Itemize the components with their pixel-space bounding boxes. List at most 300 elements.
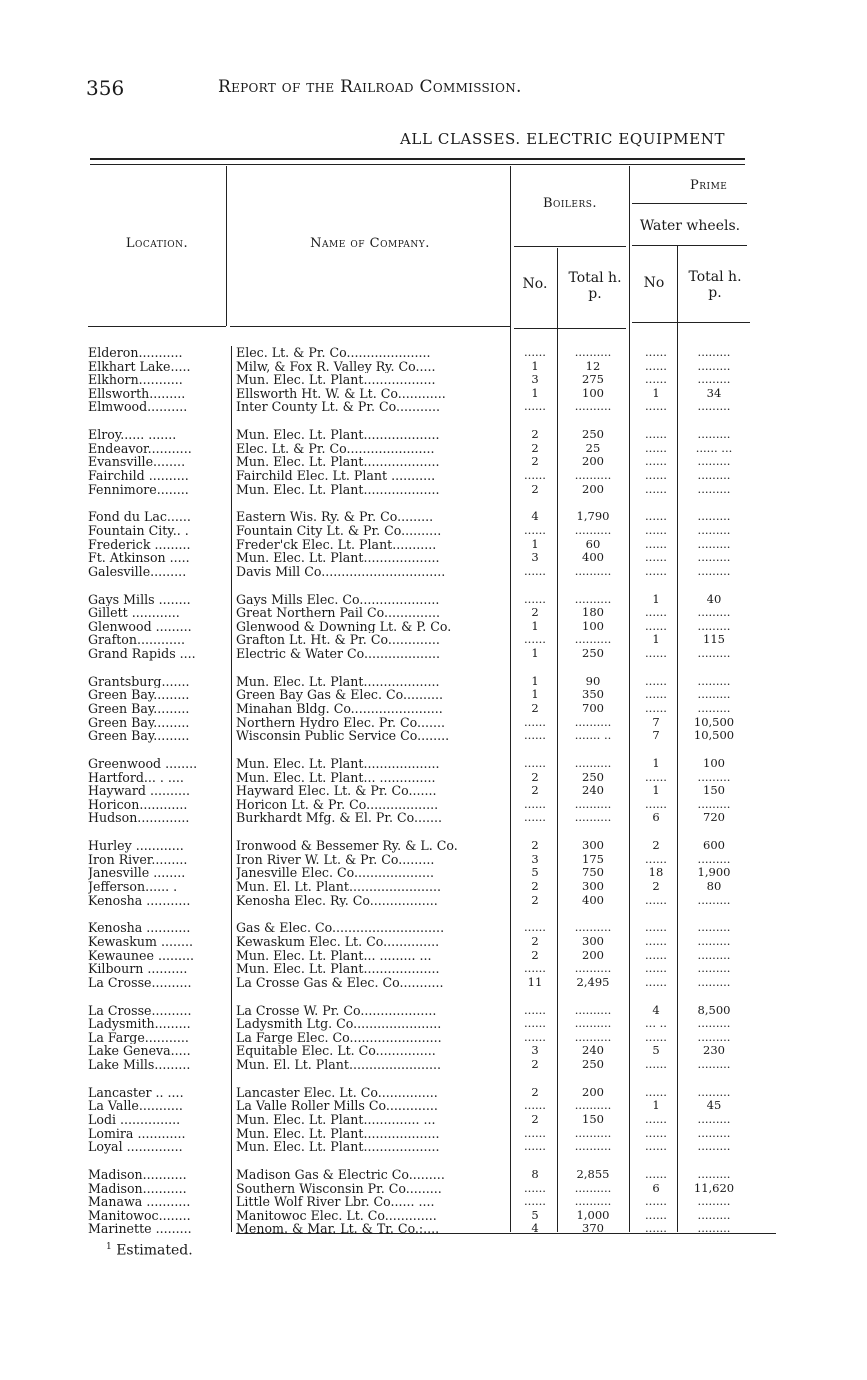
company-cell: Mun. Elec. Lt. Plant... ..............	[236, 770, 436, 785]
boilers-no-cell: 2	[531, 947, 539, 962]
company-cell: La Farge Elec. Co.......................	[236, 1030, 442, 1045]
location-cell: Manawa ...........	[88, 1195, 191, 1209]
boilers-hp-cell: ..........	[574, 345, 612, 359]
boilers-hp-cell: ....... ..	[574, 728, 612, 743]
boilers-no-cell: ......	[524, 920, 546, 935]
company-cell: Ellsworth Ht. W. & Lt. Co............	[236, 386, 446, 401]
table-row	[0, 1031, 867, 1045]
boilers-hp-cell: ..........	[574, 563, 612, 578]
water-wheels-no-cell: ......	[645, 673, 667, 688]
boilers-no-cell: ......	[524, 1125, 546, 1140]
water-wheels-no-cell: ......	[645, 769, 667, 784]
boilers-no-cell: 2	[531, 481, 539, 496]
boilers-hp-cell: 200	[582, 481, 604, 496]
table-row	[0, 565, 867, 579]
table-row	[0, 428, 867, 442]
location-cell: La Crosse..........	[88, 975, 192, 990]
company-cell: Glenwood & Downing Lt. & P. Co.	[236, 619, 452, 634]
table-row	[0, 811, 867, 825]
company-cell: La Crosse W. Pr. Co...................	[236, 1003, 437, 1018]
table-row	[0, 360, 867, 374]
boilers-no-cell: ......	[524, 345, 546, 359]
boilers-hp-cell: ..........	[574, 1194, 612, 1209]
boilers-no-cell: ......	[524, 1180, 546, 1195]
boilers-hp-cell: 250	[582, 427, 604, 442]
location-cell: Lancaster .. ....	[88, 1085, 184, 1100]
company-header: Name of Company.	[310, 236, 430, 251]
boilers-no-cell: ......	[524, 1194, 546, 1209]
water-wheels-hp-cell: .........	[697, 563, 731, 578]
boilers-hp-cell: 275	[582, 372, 604, 387]
table-row	[0, 538, 867, 552]
boilers-hp-cell: 200	[582, 454, 604, 469]
water-wheels-no-cell: ......	[645, 687, 667, 702]
table-row	[0, 798, 867, 812]
water-wheels-hp-cell: .........	[697, 523, 731, 537]
location-cell: Frederick .........	[88, 537, 191, 552]
company-cell: Northern Hydro Elec. Pr. Co.......	[236, 715, 446, 730]
boilers-no-cell: 2	[531, 605, 539, 620]
water-wheels-hp-cell: 600	[703, 838, 725, 853]
boilers-no-cell: 3	[531, 851, 539, 866]
water-wheels-no-cell: ......	[645, 550, 667, 565]
water-wheels-no-cell: ... ..	[645, 1016, 667, 1031]
water-wheels-no-header: No	[643, 275, 665, 291]
boilers-no-cell: 3	[531, 550, 539, 565]
company-cell: La Crosse Gas & Elec. Co...........	[236, 975, 444, 990]
water-wheels-no-cell: ......	[645, 796, 667, 811]
water-wheels-no-cell: 1	[652, 591, 660, 606]
water-wheels-no-cell: ......	[645, 605, 667, 620]
water-wheels-header: Water wheels.	[639, 218, 741, 234]
location-cell: Madison...........	[88, 1181, 187, 1196]
location-cell: Marinette .........	[88, 1222, 192, 1236]
location-header: Location.	[125, 236, 189, 251]
boilers-no-cell: ......	[524, 523, 546, 537]
boilers-no-cell: 1	[531, 536, 539, 551]
location-cell: Kewaskum ........	[88, 935, 193, 949]
company-cell: Hayward Elec. Lt. & Pr. Co.......	[236, 784, 437, 798]
table-row	[0, 949, 867, 963]
water-wheels-hp-cell: .........	[697, 399, 731, 414]
boilers-no-cell: 2	[531, 454, 539, 469]
water-wheels-no-cell: 6	[652, 810, 660, 825]
water-wheels-no-cell: ......	[645, 1112, 667, 1126]
table-row	[0, 1140, 867, 1154]
boilers-no-cell: ......	[524, 468, 546, 482]
company-cell: Equitable Elec. Lt. Co...............	[236, 1044, 436, 1058]
company-cell: Mun. Elec. Lt. Plant...................	[236, 455, 440, 469]
location-cell: Kenosha ...........	[88, 921, 191, 935]
company-cell: Mun. El. Lt. Plant.......................	[236, 1058, 442, 1072]
boilers-hp-cell: 400	[582, 550, 604, 565]
location-cell: Elkhart Lake.....	[88, 359, 191, 374]
boilers-hp-cell: 2,495	[576, 974, 610, 989]
water-wheels-no-cell: ......	[645, 481, 667, 496]
boilers-hp-cell: ..........	[574, 1016, 612, 1031]
water-wheels-no-cell: ......	[645, 1139, 667, 1154]
table-row	[0, 1086, 867, 1100]
company-cell: Ladysmith Ltg. Co......................	[236, 1017, 442, 1031]
water-wheels-group-rule	[632, 245, 747, 246]
location-cell: Grand Rapids ....	[88, 647, 196, 661]
company-cell: Freder'ck Elec. Lt. Plant...........	[236, 537, 437, 552]
company-cell: Ironwood & Bessemer Ry. & L. Co.	[236, 839, 458, 853]
prime-group-rule	[632, 203, 747, 204]
water-wheels-no-cell: 7	[652, 728, 660, 743]
company-cell: Menom. & Mar. Lt. & Tr. Co.:....	[236, 1222, 440, 1236]
table-row	[0, 702, 867, 716]
water-wheels-no-cell: ......	[645, 358, 667, 373]
water-wheels-no-cell: 4	[652, 1002, 660, 1017]
water-wheels-hp-cell: .........	[697, 1139, 731, 1154]
boilers-hp-cell: ..........	[574, 796, 612, 811]
water-wheels-no-cell: ......	[645, 974, 667, 989]
water-wheels-hp-cell: .........	[697, 1221, 731, 1236]
boilers-hp-cell: 350	[582, 687, 604, 702]
boilers-no-cell: ......	[524, 810, 546, 825]
boilers-no-cell: 1	[531, 673, 539, 688]
boilers-hp-cell: 12	[585, 358, 601, 373]
company-cell: La Valle Roller Mills Co.............	[236, 1099, 438, 1113]
water-wheels-hp-cell: .........	[697, 769, 731, 784]
water-wheels-hp-cell: .........	[697, 1207, 731, 1222]
boilers-no-cell: ......	[524, 714, 546, 729]
company-cell: Davis Mill Co...............................	[236, 564, 446, 579]
water-wheels-hp-cell: 40	[706, 591, 722, 606]
boilers-no-cell: ......	[524, 796, 546, 811]
header-bottom-rule	[230, 326, 510, 327]
water-wheels-no-cell: ......	[645, 563, 667, 578]
company-cell: Mun. Elec. Lt. Plant...................	[236, 1140, 440, 1154]
water-wheels-hp-cell: .........	[697, 550, 731, 565]
company-cell: Horicon Lt. & Pr. Co..................	[236, 797, 439, 812]
water-wheels-hp-cell: .........	[697, 1167, 731, 1181]
footnote-marker: 1	[106, 1242, 112, 1252]
boilers-hp-cell: 750	[582, 865, 604, 880]
table-row	[0, 866, 867, 880]
table-row	[0, 771, 867, 785]
company-cell: Mun. Elec. Lt. Plant...................	[236, 757, 440, 771]
water-wheels-no-cell: 2	[652, 879, 660, 893]
location-cell: Elmwood..........	[88, 400, 188, 414]
location-cell: Lake Geneva.....	[88, 1044, 191, 1058]
page-number: 356	[86, 76, 125, 100]
table-row	[0, 839, 867, 853]
header-bottom-rule	[632, 322, 750, 323]
location-cell: Iron River.........	[88, 852, 188, 867]
table-row	[0, 346, 867, 360]
water-wheels-hp-cell: .........	[697, 646, 731, 660]
table-row	[0, 606, 867, 620]
company-cell: Mun. Elec. Lt. Plant... ......... ...	[236, 948, 432, 963]
location-cell: Galesville.........	[88, 564, 187, 579]
boilers-no-cell: 3	[531, 1043, 539, 1058]
boilers-no-cell: 2	[531, 934, 539, 948]
boilers-hp-cell: 700	[582, 701, 604, 715]
location-cell: Horicon............	[88, 797, 188, 812]
boilers-hp-cell: ..........	[574, 399, 612, 414]
boilers-no-cell: ......	[524, 1029, 546, 1044]
location-cell: Madison...........	[88, 1168, 187, 1182]
table-row	[0, 400, 867, 414]
boilers-no-cell: 2	[531, 838, 539, 853]
water-wheels-hp-cell: 230	[703, 1043, 725, 1058]
boilers-no-cell: 2	[531, 1084, 539, 1099]
company-cell: Great Northern Pail Co..............	[236, 606, 441, 620]
water-wheels-hp-cell: .........	[697, 1057, 731, 1071]
location-cell: Fennimore........	[88, 482, 189, 497]
table-row	[0, 976, 867, 990]
boilers-hp-cell: 180	[582, 605, 604, 620]
table-row	[0, 455, 867, 469]
company-cell: Fountain City Lt. & Pr. Co..........	[236, 524, 442, 538]
table-row	[0, 729, 867, 743]
location-cell: Green Bay.........	[88, 715, 190, 730]
boilers-hp-cell: 100	[582, 618, 604, 633]
water-wheels-hp-cell: .........	[697, 345, 731, 359]
company-cell: Elec. Lt. & Pr. Co.....................	[236, 346, 431, 360]
water-wheels-no-cell: ......	[645, 468, 667, 482]
company-cell: Kenosha Elec. Ry. Co.................	[236, 893, 438, 908]
water-wheels-hp-cell: .........	[697, 509, 731, 524]
location-cell: Evansville........	[88, 455, 186, 469]
table-row	[0, 593, 867, 607]
water-wheels-no-cell: ......	[645, 947, 667, 962]
water-wheels-no-cell: ......	[645, 1207, 667, 1222]
water-wheels-no-cell: ......	[645, 1167, 667, 1181]
boilers-no-cell: ......	[524, 1098, 546, 1113]
location-cell: Gays Mills ........	[88, 592, 191, 607]
water-wheels-hp-cell: 720	[703, 810, 725, 825]
water-wheels-no-cell: ......	[645, 523, 667, 537]
company-cell: Southern Wisconsin Pr. Co.........	[236, 1181, 442, 1196]
water-wheels-hp-cell: .........	[697, 1112, 731, 1126]
location-cell: La Farge...........	[88, 1030, 189, 1045]
water-wheels-hp-cell: 10,500	[693, 728, 735, 743]
table-row	[0, 784, 867, 798]
table-row	[0, 716, 867, 730]
company-cell: Little Wolf River Lbr. Co...... ....	[236, 1195, 435, 1209]
boilers-no-cell: ......	[524, 591, 546, 606]
footnote-text: Estimated.	[116, 1242, 193, 1259]
boilers-no-cell: ......	[524, 1016, 546, 1031]
boilers-no-cell: ......	[524, 632, 546, 647]
boilers-no-cell: 1	[531, 618, 539, 633]
boilers-hp-cell: ..........	[574, 1002, 612, 1017]
boilers-hp-cell: ..........	[574, 523, 612, 537]
water-wheels-hp-cell: .........	[697, 481, 731, 496]
water-wheels-no-cell: ......	[645, 440, 667, 455]
water-wheels-no-cell: 1	[652, 632, 660, 647]
location-cell: Lodi ...............	[88, 1113, 181, 1127]
boilers-no-cell: 2	[531, 1112, 539, 1126]
table-row	[0, 1099, 867, 1113]
water-wheels-no-cell: ......	[645, 345, 667, 359]
water-wheels-hp-cell: 8,500	[697, 1002, 731, 1017]
company-cell: Wisconsin Public Service Co........	[236, 729, 450, 743]
boilers-hp-cell: 1,790	[576, 509, 610, 524]
location-cell: Elderon...........	[88, 346, 183, 360]
water-wheels-hp-cell: 34	[706, 385, 722, 400]
water-wheels-hp-cell: .........	[697, 701, 731, 715]
location-cell: Janesville ........	[88, 866, 186, 880]
boilers-hp-cell: ..........	[574, 1180, 612, 1195]
location-cell: Hurley ............	[88, 839, 184, 853]
water-wheels-hp-cell: .........	[697, 920, 731, 935]
location-cell: Fond du Lac......	[88, 510, 191, 524]
location-cell: Endeavor...........	[88, 441, 192, 456]
water-wheels-no-cell: 5	[652, 1043, 660, 1058]
boilers-no-cell: 1	[531, 358, 539, 373]
water-wheels-hp-cell: .........	[697, 947, 731, 962]
company-cell: Milw, & Fox R. Valley Ry. Co.....	[236, 359, 436, 374]
water-wheels-no-cell: ......	[645, 1084, 667, 1099]
water-wheels-no-cell: 7	[652, 714, 660, 729]
boilers-no-cell: 5	[531, 1207, 539, 1222]
company-cell: Manitowoc Elec. Lt. Co.............	[236, 1208, 437, 1223]
boilers-hp-cell: ..........	[574, 1098, 612, 1113]
table-row	[0, 1182, 867, 1196]
location-cell: Lake Mills.........	[88, 1058, 191, 1072]
boilers-hp-cell: ..........	[574, 756, 612, 770]
location-cell: Elkhorn...........	[88, 373, 183, 387]
water-wheels-hp-cell: .........	[697, 934, 731, 948]
boilers-no-cell: 2	[531, 701, 539, 715]
boilers-hp-cell: 300	[582, 934, 604, 948]
water-wheels-no-cell: 2	[652, 838, 660, 853]
water-wheels-hp-cell: 150	[703, 783, 725, 798]
company-cell: Mun. Elec. Lt. Plant.............. ...	[236, 1113, 436, 1127]
water-wheels-hp-cell: .........	[697, 372, 731, 387]
table-top-rule	[90, 158, 745, 160]
boilers-no-header: No.	[522, 276, 548, 292]
location-cell: Hartford... . ....	[88, 770, 184, 785]
company-cell: Madison Gas & Electric Co.........	[236, 1168, 445, 1182]
boilers-no-cell: 1	[531, 646, 539, 660]
water-wheels-no-cell: ......	[645, 1125, 667, 1140]
boilers-header: Boilers.	[542, 196, 598, 211]
boilers-no-cell: 11	[527, 974, 543, 989]
location-cell: Ellsworth.........	[88, 386, 186, 401]
boilers-hp-cell: 100	[582, 385, 604, 400]
location-cell: Lomira ............	[88, 1126, 186, 1141]
water-wheels-no-cell: ......	[645, 454, 667, 469]
boilers-no-cell: ......	[524, 1139, 546, 1154]
water-wheels-total-hp-header: Total h. p.	[688, 269, 742, 301]
company-cell: Mun. Elec. Lt. Plant...................	[236, 674, 440, 689]
water-wheels-hp-cell: .........	[697, 358, 731, 373]
boilers-hp-cell: 240	[582, 1043, 604, 1058]
water-wheels-hp-cell: .........	[697, 796, 731, 811]
location-cell: Grantsburg.......	[88, 674, 190, 689]
water-wheels-hp-cell: .........	[697, 605, 731, 620]
water-wheels-hp-cell: .........	[697, 618, 731, 633]
location-cell: Glenwood .........	[88, 619, 192, 634]
company-cell: Inter County Lt. & Pr. Co...........	[236, 400, 441, 414]
table-row	[0, 880, 867, 894]
water-wheels-no-cell: ......	[645, 961, 667, 976]
table-row	[0, 387, 867, 401]
water-wheels-no-cell: 1	[652, 385, 660, 400]
company-cell: Grafton Lt. Ht. & Pr. Co.............	[236, 633, 440, 647]
boilers-no-cell: 2	[531, 427, 539, 442]
table-row	[0, 373, 867, 387]
location-cell: La Crosse..........	[88, 1003, 192, 1018]
company-cell: Gas & Elec. Co............................	[236, 921, 445, 935]
boilers-no-cell: 2	[531, 769, 539, 784]
boilers-total-hp-header: Total h. p.	[568, 270, 622, 302]
company-cell: Mun. Elec. Lt. Plant..................	[236, 373, 436, 387]
location-cell: Fairchild ..........	[88, 469, 189, 483]
boilers-hp-cell: 150	[582, 1112, 604, 1126]
boilers-no-cell: ......	[524, 961, 546, 976]
location-cell: Kilbourn ..........	[88, 962, 188, 976]
water-wheels-hp-cell: .........	[697, 1194, 731, 1209]
water-wheels-hp-cell: .........	[697, 1016, 731, 1031]
table-row	[0, 921, 867, 935]
table-row	[0, 962, 867, 976]
water-wheels-no-cell: 1	[652, 756, 660, 770]
water-wheels-hp-cell: .........	[697, 427, 731, 442]
company-cell: Mun. El. Lt. Plant.......................	[236, 880, 442, 894]
water-wheels-no-cell: 18	[648, 865, 664, 880]
water-wheels-hp-cell: .........	[697, 974, 731, 989]
boilers-hp-cell: ..........	[574, 632, 612, 647]
company-cell: Kewaskum Elec. Lt. Co..............	[236, 935, 440, 949]
water-wheels-hp-cell: 11,620	[693, 1180, 735, 1195]
boilers-no-cell: ......	[524, 1002, 546, 1017]
company-cell: Lancaster Elec. Lt. Co...............	[236, 1085, 438, 1100]
table-row	[0, 1017, 867, 1031]
water-wheels-hp-cell: 45	[706, 1098, 722, 1113]
table-top-rule-thin	[90, 164, 745, 165]
location-cell: Kewaunee .........	[88, 948, 194, 963]
company-cell: Mun. Elec. Lt. Plant...................	[236, 962, 440, 976]
water-wheels-no-cell: ......	[645, 851, 667, 866]
table-row	[0, 894, 867, 908]
boilers-hp-cell: ..........	[574, 1139, 612, 1154]
location-cell: Fountain City.. .	[88, 524, 189, 538]
water-wheels-hp-cell: 1,900	[697, 865, 731, 880]
water-wheels-hp-cell: ...... ...	[695, 440, 733, 455]
boilers-hp-cell: 90	[585, 673, 601, 688]
boilers-hp-cell: 300	[582, 838, 604, 853]
location-cell: Elroy...... .......	[88, 428, 177, 442]
boilers-no-cell: ......	[524, 728, 546, 743]
water-wheels-no-cell: 6	[652, 1180, 660, 1195]
boilers-hp-cell: ..........	[574, 468, 612, 482]
table-row	[0, 442, 867, 456]
boilers-hp-cell: 400	[582, 892, 604, 907]
prime-header: Prime	[690, 178, 728, 193]
location-cell: Ft. Atkinson .....	[88, 551, 190, 565]
boilers-no-cell: 8	[531, 1167, 539, 1181]
boilers-hp-cell: 250	[582, 769, 604, 784]
boilers-no-cell: 2	[531, 440, 539, 455]
water-wheels-hp-cell: 100	[703, 756, 725, 770]
water-wheels-hp-cell: .........	[697, 1084, 731, 1099]
company-cell: Burkhardt Mfg. & El. Pr. Co.......	[236, 811, 442, 825]
company-cell: Mun. Elec. Lt. Plant...................	[236, 551, 440, 565]
table-row	[0, 483, 867, 497]
boilers-hp-cell: ..........	[574, 810, 612, 825]
company-cell: Minahan Bldg. Co.......................	[236, 702, 443, 716]
water-wheels-hp-cell: 80	[706, 879, 722, 893]
table-row	[0, 1113, 867, 1127]
company-cell: Electric & Water Co...................	[236, 647, 441, 661]
boilers-no-cell: ......	[524, 399, 546, 414]
